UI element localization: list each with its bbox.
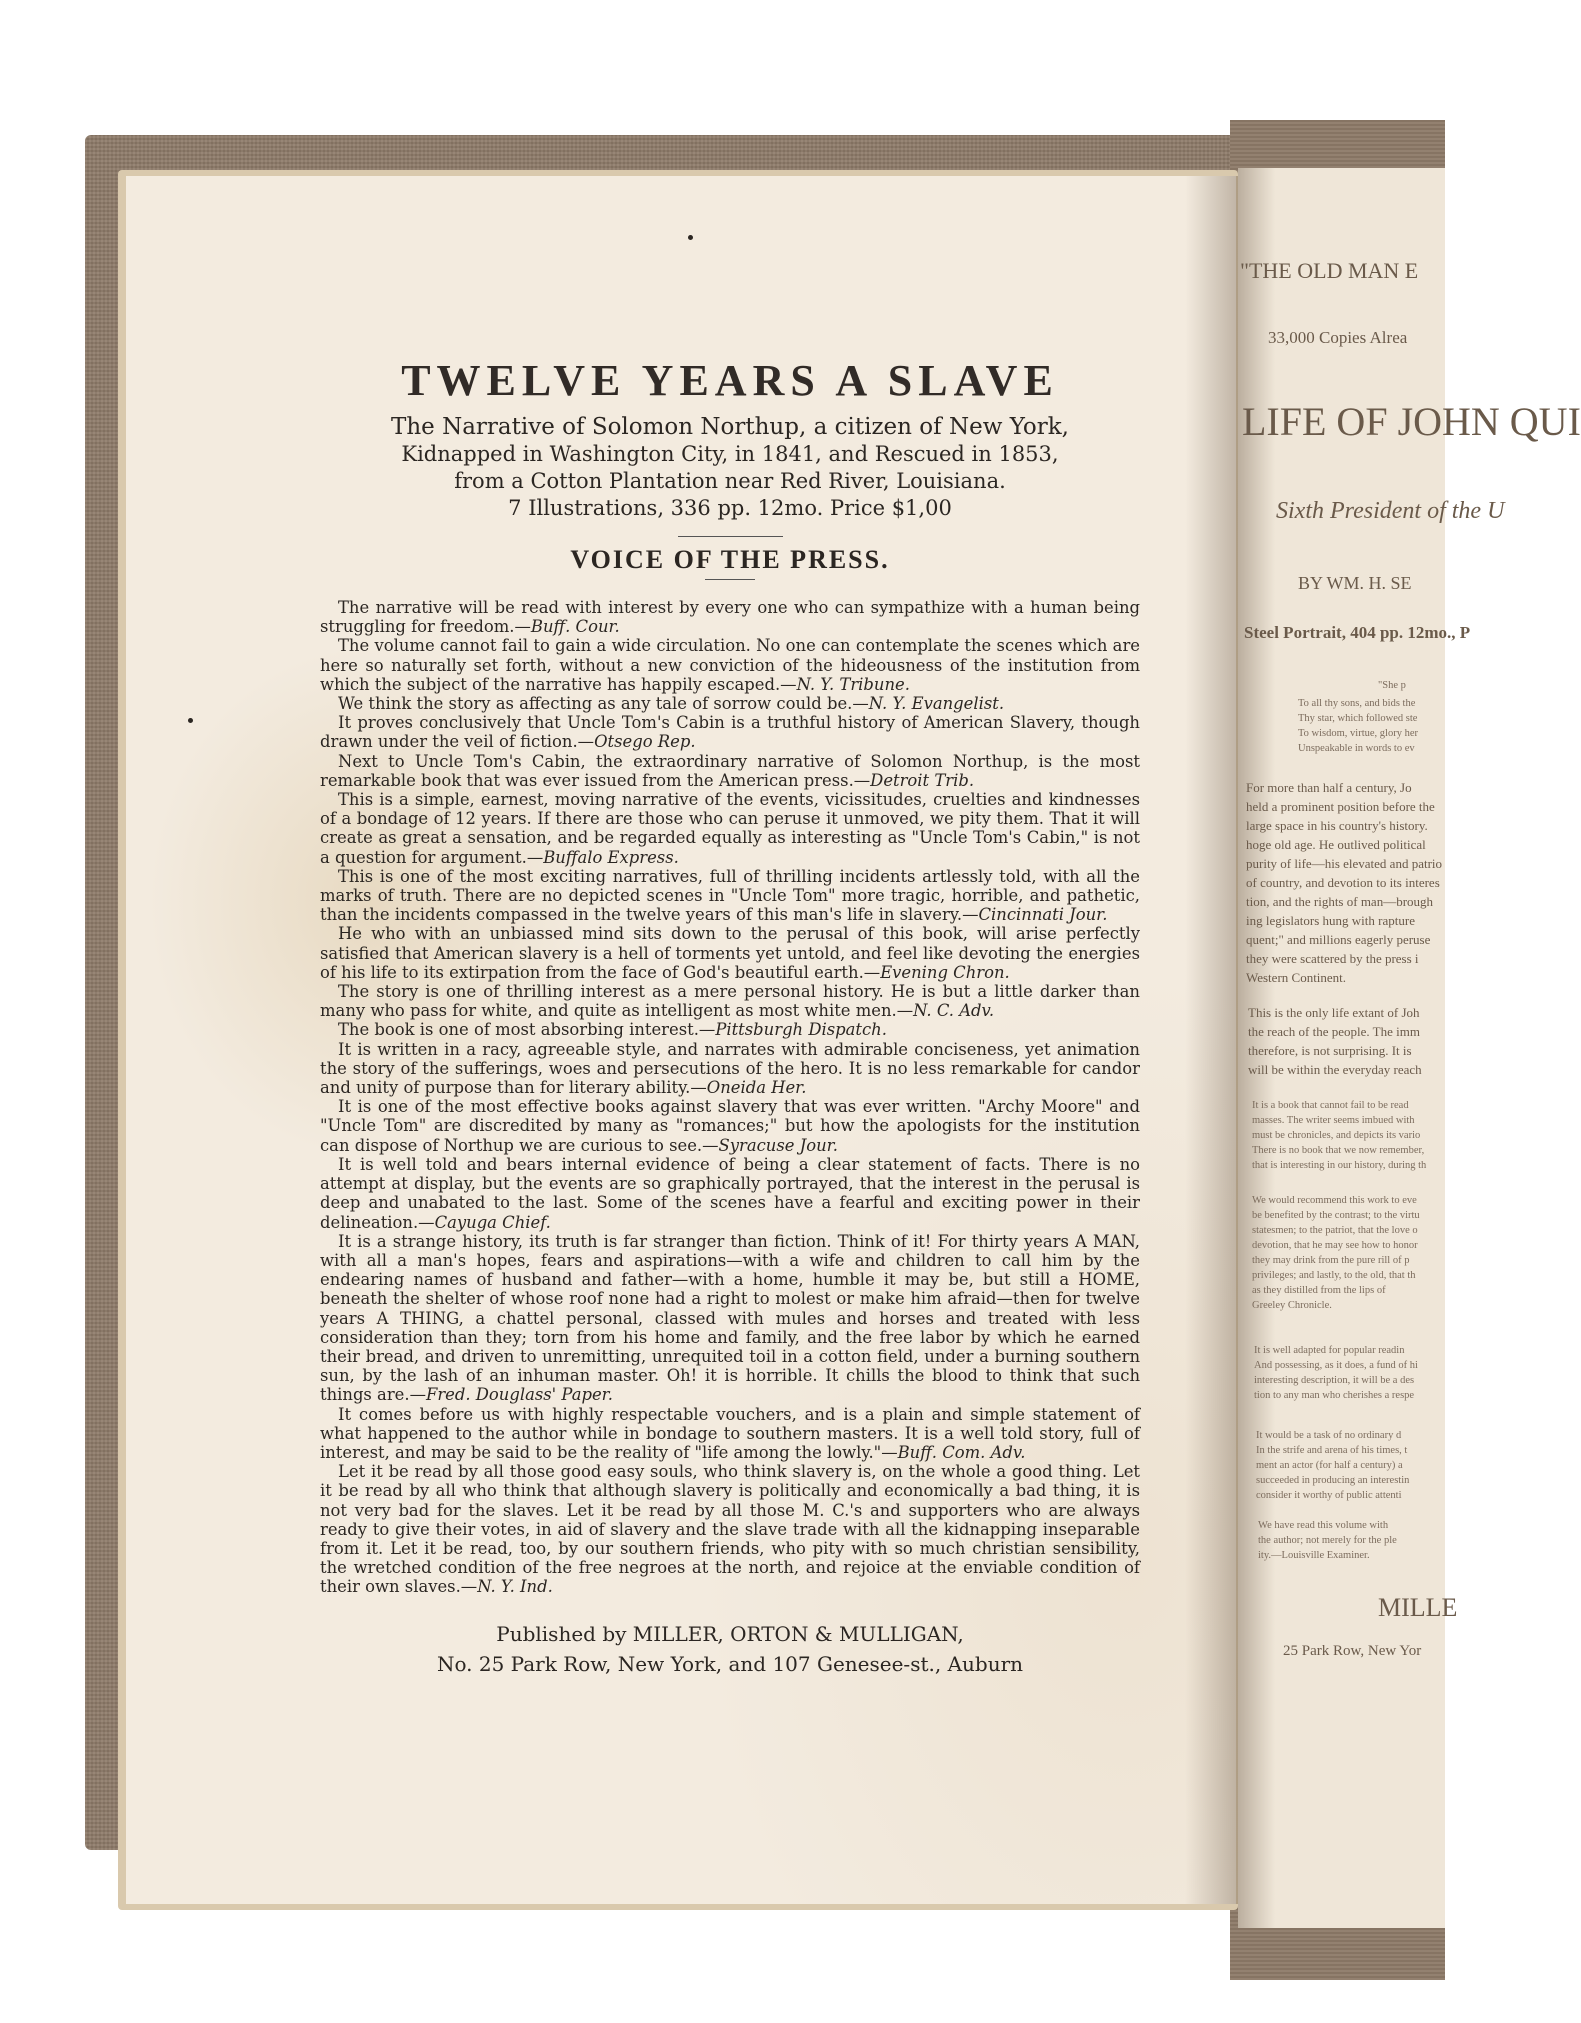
right-line: "She p	[1378, 680, 1406, 691]
review-source: N. Y. Ind.	[477, 1577, 553, 1597]
review: The volume cannot fail to gain a wide circulation. No one can contemplate the scenes which are here so naturally set forth, without a new conviction of the hideousness of the institution from which the subject of the narrative has happily escaped.—N. Y. Tribune.	[320, 636, 1140, 694]
right-paragraph: It would be a task of no ordinary d In the strife and arena of his times, t ment an actor (for half a century) a succeeded in producing an interestin consider it worthy of public attenti	[1256, 1430, 1410, 1501]
right-address: 25 Park Row, New Yor	[1283, 1643, 1422, 1659]
review-source: N. Y. Tribune.	[796, 674, 910, 694]
review: It comes before us with highly respectable vouchers, and is a plain and simple statement of what happened to the author while in bondage to southern masters. It is a well told story, full of interest, and may be said to be the reality of "life among the lowly."—Buff. Com. Adv.	[320, 1404, 1140, 1462]
page-title: TWELVE YEARS A SLAVE	[401, 356, 1059, 405]
reviews-list	[320, 598, 1140, 1597]
review: This is one of the most exciting narratives, full of thrilling incidents artlessly told, with all the marks of truth. There are no depicted scenes in "Uncle Tom" more tragic, horrible, and pathetic, than the incidents compassed in the twelve years of this man's life in slavery.—Cincinnati Jour.	[320, 866, 1140, 925]
subtitle-line: 7 Illustrations, 336 pp. 12mo. Price $1,00	[508, 496, 952, 520]
right-copies: 33,000 Copies Alrea	[1268, 328, 1408, 347]
review-source: Pittsburgh Dispatch.	[715, 1020, 887, 1040]
right-heading: "THE OLD MAN E	[1240, 258, 1419, 283]
right-line: Unspeakable in words to ev	[1298, 743, 1415, 754]
right-paragraph: We would recommend this work to eve be benefited by the contrast; to the virtu statesmen; to the patriot, that the love o devotion, that he may see how to honor they may drink from the pure rill of p privileges; and lastly, to the old, that th as they distilled from the lips of Greeley Chronicle.	[1252, 1195, 1420, 1311]
review-source: Buff. Com. Adv.	[897, 1442, 1026, 1462]
review-source: N. C. Adv.	[913, 1001, 995, 1021]
right-paragraph: We have read this volume with the author; not merely for the ple ity.—Louisville Examiner.	[1258, 1520, 1397, 1561]
right-page	[1238, 168, 1581, 1928]
right-publisher: MILLE	[1378, 1593, 1458, 1622]
publisher-line: Published by MILLER, ORTON & MULLIGAN,	[496, 1621, 964, 1646]
review-source: Evening Chron.	[880, 962, 1010, 982]
right-paragraph: It is a book that cannot fail to be read masses. The writer seems imbued with must be chronicles, and depicts its vario There is no book that we now remember, that is interesting in our history, during th	[1252, 1100, 1427, 1171]
review: He who with an unbiassed mind sits down to the perusal of this book, will arise perfectly satisfied that American slavery is a hell of torments yet untold, and feel like devoting the energies of his life to its extirpation from the face of God's beautiful earth.—Evening Chron.	[320, 924, 1140, 982]
section-heading: VOICE OF THE PRESS.	[570, 545, 890, 574]
right-author: BY WM. H. SE	[1298, 573, 1412, 593]
ink-mark	[688, 235, 693, 240]
right-title: LIFE OF JOHN QUI	[1242, 399, 1581, 444]
left-page-content	[320, 355, 1140, 1679]
review: This is a simple, earnest, moving narrative of the events, vicissitudes, cruelties and kindnesses of a bondage of 12 years. If there are those who can peruse it unmoved, we pity them. That it will create as great a sensation, and be regarded equally as interesting as "Uncle Tom's Cabin," is not a question for argument.—Buffalo Express.	[320, 790, 1140, 867]
review: It proves conclusively that Uncle Tom's Cabin is a truthful history of American Slavery, though drawn under the veil of fiction.—Otsego Rep.	[320, 713, 1140, 752]
right-line: To wisdom, virtue, glory her	[1298, 728, 1418, 739]
review-source: Buffalo Express.	[543, 847, 679, 867]
review: It is one of the most effective books against slavery that was ever written. "Archy Moore" and "Uncle Tom" are discredited by many as "romances;" but how the apologists for the institution can dispose of Northup we are curious to see.—Syracuse Jour.	[320, 1097, 1140, 1155]
review: We think the story as affecting as any tale of sorrow could be.—N. Y. Evangelist.	[338, 694, 1005, 714]
right-line: Thy star, which followed ste	[1298, 713, 1418, 724]
review: Let it be read by all those good easy souls, who think slavery is, on the whole a good thing. Let it be read by all who think that although slavery is politically and economically a bad thing, it is not very bad for the slaves. Let it be read by all those M. C.'s and supporters who are always ready to give their votes, in aid of slavery and the slave trade with all the kidnapping inseparable from it. Let it be read, too, by our southern friends, who pity with so much christian sensibility, the wretched condition of the free negroes at the north, and rejoice at the enviable condition of their own slaves.—N. Y. Ind.	[320, 1462, 1140, 1597]
review-source: Cayuga Chief.	[434, 1212, 551, 1232]
ink-mark	[188, 718, 193, 723]
subtitle-line: from a Cotton Plantation near Red River, Louisiana.	[454, 469, 1006, 493]
review: Next to Uncle Tom's Cabin, the extraordinary narrative of Solomon Northup, is the most remarkable book that was ever issued from the American press.—Detroit Trib.	[320, 751, 1140, 790]
review-source: Fred. Douglass' Paper.	[425, 1385, 613, 1405]
right-paragraph: For more than half a century, Jo held a prominent position before the large space in his country's history. hoge old age. He outlived political purity of life—his elevated and patrio of country, and devotion to its interes tion, and the rights of man—brough ing legislators hung with rapture quent;" and millions eagerly peruse they were scattered by the press i Western Continent.	[1246, 780, 1443, 985]
divider	[678, 536, 783, 537]
review-source: Syracuse Jour.	[718, 1135, 838, 1155]
subtitle-line: Kidnapped in Washington City, in 1841, and Rescued in 1853,	[401, 442, 1059, 466]
review: It is a strange history, its truth is far stranger than fiction. Think of it! For thirty years A MAN, with all a man's hopes, fears and aspirations—with a wife and children to call him by the endearing names of husband and father—with a home, humble it may be, but still a HOME, beneath the shelter of whose roof none had a right to molest or make him afraid—then for twelve years A THING, a chattel personal, classed with mules and horses and treated with less consideration than they; torn from his home and family, and the free labor by which he earned their bread, and driven to unremitting, unrequited toil in a cotton field, under a burning southern sun, by the lash of an inhuman master. Oh! it is horrible. It chills the blood to think that such things are.—Fred. Douglass' Paper.	[320, 1231, 1140, 1405]
right-line: To all thy sons, and bids the	[1298, 698, 1416, 709]
review-source: Detroit Trib.	[870, 770, 975, 790]
review-source: N. Y. Evangelist.	[868, 694, 1005, 714]
address-line: No. 25 Park Row, New York, and 107 Genesee-st., Auburn	[436, 1651, 1024, 1676]
review: It is well told and bears internal evidence of being a clear statement of facts. There is no attempt at display, but the events are so graphically portrayed, that the interest in the perusal is deep and unabated to the last. Some of the scenes have a fearful and exciting power in their delineation.—Cayuga Chief.	[320, 1154, 1140, 1232]
review: The narrative will be read with interest by every one who can sympathize with a human being struggling for freedom.—Buff. Cour.	[320, 598, 1140, 637]
review-source: Otsego Rep.	[594, 732, 696, 752]
right-subtitle: Sixth President of the U	[1276, 498, 1505, 524]
book-gutter	[1185, 176, 1240, 1904]
review-source: Buff. Cour.	[530, 617, 620, 637]
review-source: Oneida Her.	[706, 1078, 807, 1098]
review: The book is one of most absorbing interest.—Pittsburgh Dispatch.	[338, 1020, 887, 1040]
review: It is written in a racy, agreeable style, and narrates with admirable conciseness, yet animation the story of the sufferings, woes and persecutions of the hero. It is no less remarkable for candor and unity of purpose than for literary ability.—Oneida Her.	[320, 1039, 1140, 1098]
right-paragraph: This is the only life extant of Joh the reach of the people. The imm therefore, is not surprising. It is will be within the everyday reach	[1248, 1005, 1422, 1077]
publisher-block	[320, 1619, 1140, 1679]
right-paragraph: It is well adapted for popular readin And possessing, as it does, a fund of hi interesting description, it will be a des tion to any man who cherishes a respe	[1254, 1345, 1418, 1401]
divider	[705, 579, 755, 580]
review: The story is one of thrilling interest as a mere personal history. He is but a little darker than many who pass for white, and quite as intelligent as most white men.—N. C. Adv.	[320, 982, 1140, 1021]
right-details: Steel Portrait, 404 pp. 12mo., P	[1244, 623, 1471, 642]
review-source: Cincinnati Jour.	[978, 905, 1108, 925]
subtitle-line: The Narrative of Solomon Northup, a citizen of New York,	[391, 414, 1069, 440]
